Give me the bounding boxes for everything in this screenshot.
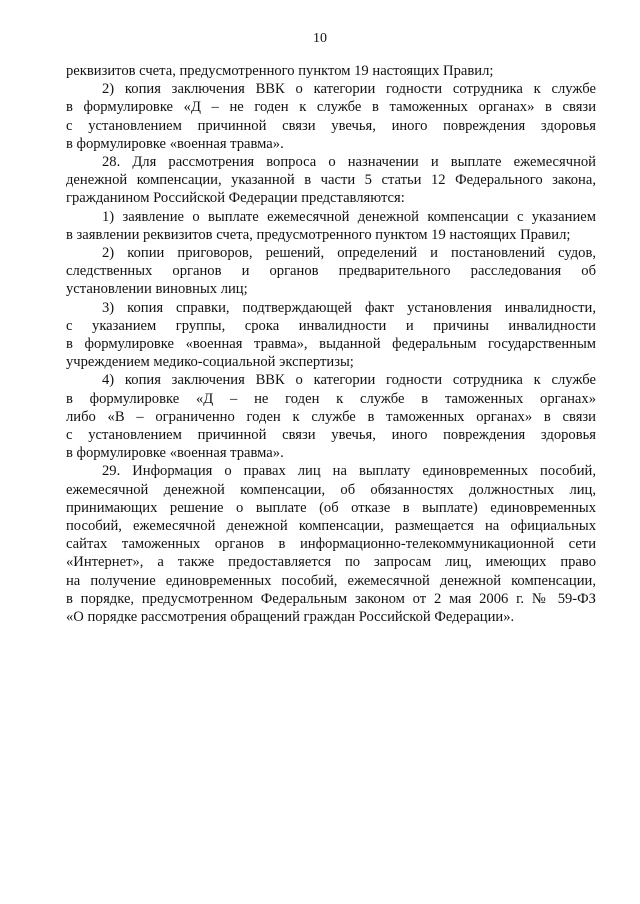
- text-line: в формулировке «военная травма», выданной федеральным государственным: [66, 336, 596, 353]
- paragraph-p3: [66, 153, 596, 208]
- text-line: принимающих решение о выплате (об отказе в выплате) единовременных: [66, 499, 596, 516]
- paragraph-p5: [66, 244, 596, 299]
- text-line: гражданином Российской Федерации представляются:: [66, 190, 405, 207]
- page-number: 10: [313, 31, 327, 46]
- text-line: в формулировке «военная травма».: [66, 135, 284, 152]
- text-line: с установлением причинной связи увечья, иного повреждения здоровья: [66, 427, 596, 444]
- text-line: 29. Информация о правах лиц на выплату единовременных пособий,: [102, 463, 596, 480]
- paragraph-p7: [66, 371, 596, 462]
- text-line: 2) копии приговоров, решений, определений и постановлений судов,: [102, 245, 596, 262]
- paragraph-p2: [66, 80, 596, 153]
- text-line: в заявлении реквизитов счета, предусмотренного пунктом 19 настоящих Правил;: [66, 226, 571, 243]
- paragraph-p6: [66, 299, 596, 372]
- text-line: в формулировке «Д – не годен к службе в таможенных органах»: [66, 390, 596, 407]
- text-line: учреждением медико-социальной экспертизы;: [66, 354, 354, 371]
- text-line: следственных органов и органов предварительного расследования об: [66, 263, 596, 280]
- text-line: установлении виновных лиц;: [66, 281, 248, 298]
- text-line: сайтах таможенных органов в информационно-телекоммуникационной сети: [66, 536, 596, 553]
- text-line: 28. Для рассмотрения вопроса о назначении и выплате ежемесячной: [102, 154, 596, 171]
- text-line: 1) заявление о выплате ежемесячной денежной компенсации с указанием: [102, 208, 596, 225]
- text-line: с указанием группы, срока инвалидности и причины инвалидности: [66, 317, 596, 334]
- text-line: реквизитов счета, предусмотренного пунктом 19 настоящих Правил;: [66, 63, 494, 79]
- text-line: ежемесячной денежной компенсации, об обязанностях должностных лиц,: [66, 481, 596, 498]
- text-line: 2) копия заключения ВВК о категории годности сотрудника к службе: [102, 81, 596, 98]
- text-line: 3) копия справки, подтверждающей факт установления инвалидности,: [102, 299, 596, 316]
- text-line: «О порядке рассмотрения обращений граждан Российской Федерации».: [66, 609, 515, 626]
- document-body: [66, 62, 596, 626]
- text-line: в формулировке «Д – не годен к службе в таможенных органах» в связи: [66, 99, 596, 116]
- text-line: на получение единовременных пособий, ежемесячной денежной компенсации,: [66, 572, 596, 589]
- text-line: «Интернет», а также предоставляется по запросам лиц, имеющих право: [66, 554, 596, 571]
- paragraph-p4: [66, 208, 596, 244]
- text-line: в порядке, предусмотренном Федеральным законом от 2 мая 2006 г. № 59-ФЗ: [66, 590, 596, 607]
- text-line: денежной компенсации, указанной в части 5 статьи 12 Федерального закона,: [66, 172, 596, 189]
- paragraph-p8: [66, 462, 596, 626]
- text-line: в формулировке «военная травма».: [66, 445, 284, 462]
- text-line: пособий, ежемесячной денежной компенсации, размещается на официальных: [66, 518, 596, 535]
- text-line: 4) копия заключения ВВК о категории годности сотрудника к службе: [102, 372, 596, 389]
- text-line: либо «В – ограниченно годен к службе в таможенных органах» в связи: [66, 408, 596, 425]
- paragraph-p1: [66, 62, 596, 80]
- text-line: с установлением причинной связи увечья, иного повреждения здоровья: [66, 117, 596, 134]
